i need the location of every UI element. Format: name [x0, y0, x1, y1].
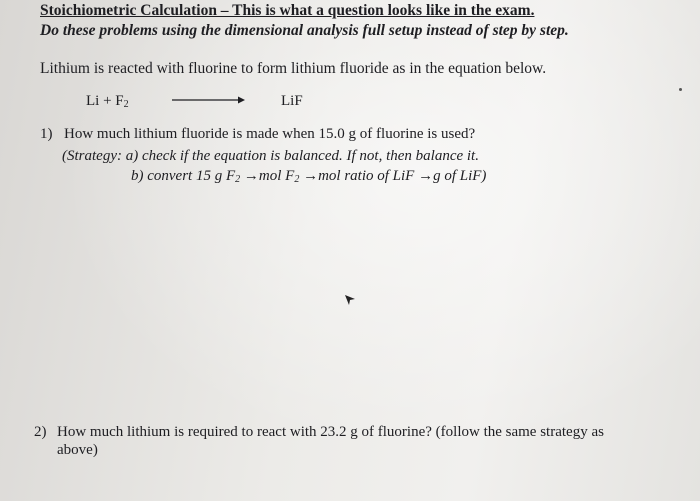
worksheet-instructions: Do these problems using the dimensional analysis full setup instead of step by step. — [40, 22, 569, 39]
reaction-arrow-icon — [172, 95, 246, 105]
strategy-b-sub2: 2 — [294, 174, 300, 185]
strategy-b-part1: b) convert 15 g F — [131, 168, 236, 184]
question-1-text: How much lithium fluoride is made when 15.0 g of fluorine is used? — [64, 126, 476, 142]
equation-reactants — [86, 93, 129, 110]
strategy-b-sub1: 2 — [235, 174, 241, 185]
problem-intro: Lithium is reacted with fluorine to form lithium fluoride as in the equation below. — [40, 60, 547, 77]
strategy-b-part2: →mol F — [240, 168, 295, 184]
paper-speck — [679, 88, 682, 91]
question-1-strategy-b — [131, 168, 486, 185]
reactants-text: Li + F — [86, 93, 124, 109]
question-2-text-continued: above) — [57, 442, 98, 458]
worksheet-title: Stoichiometric Calculation – This is what a question looks like in the exam. — [40, 2, 535, 19]
question-1-number: 1) — [40, 126, 53, 142]
strategy-b-part3: →mol ratio of LiF →g of LiF) — [299, 168, 487, 184]
question-2-text: How much lithium is required to react with 23.2 g of fluorine? (follow the same strategy as — [57, 424, 604, 440]
question-1-strategy-a: (Strategy: a) check if the equation is balanced. If not, then balance it. — [62, 148, 479, 164]
equation-product: LiF — [281, 93, 303, 109]
question-2-number: 2) — [34, 424, 47, 440]
reactants-subscript: 2 — [123, 99, 129, 110]
mouse-cursor-icon — [344, 294, 356, 306]
